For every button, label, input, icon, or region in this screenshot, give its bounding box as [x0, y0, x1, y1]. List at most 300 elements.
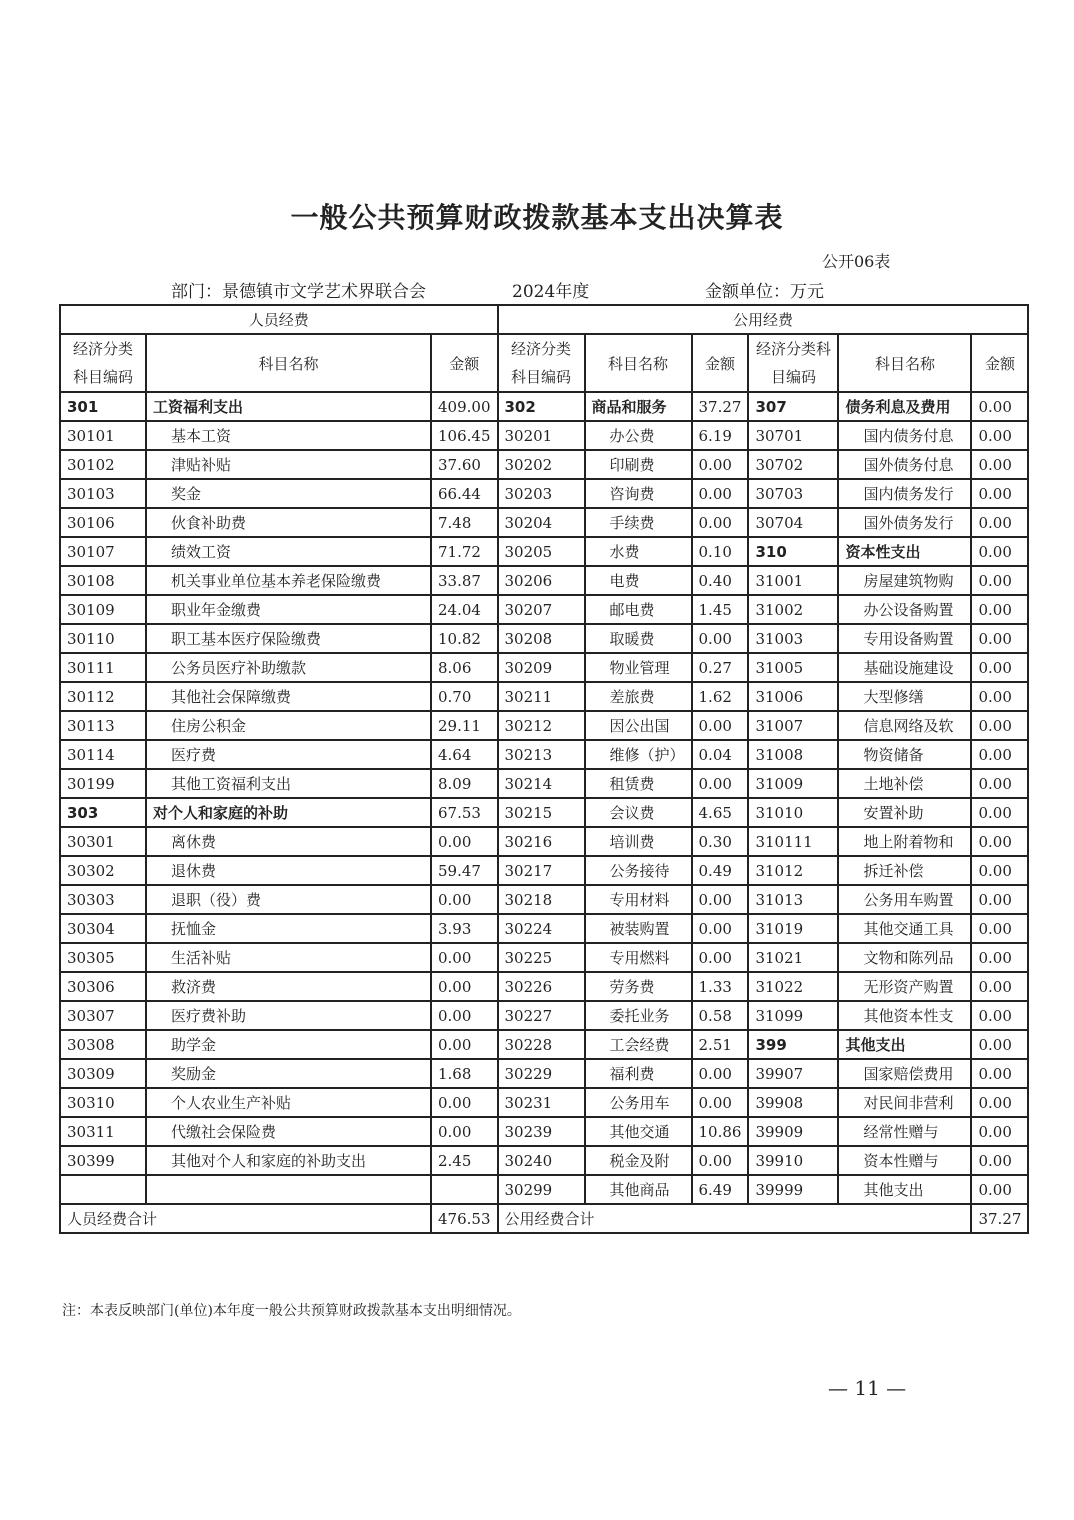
- name-cell: 其他工资福利支出: [146, 769, 431, 798]
- page-number: — 11 —: [828, 1376, 907, 1400]
- amount-cell: 1.62: [692, 682, 749, 711]
- name-cell: 退职（役）费: [146, 885, 431, 914]
- name-cell: 印刷费: [585, 450, 692, 479]
- code-cell: 31013: [748, 885, 838, 914]
- code-cell: 30207: [498, 595, 585, 624]
- amount-cell: 2.45: [431, 1146, 498, 1175]
- department: 部门：景德镇市文学艺术界联合会: [171, 282, 426, 302]
- name-cell: 取暖费: [585, 624, 692, 653]
- table-row: [60, 943, 1028, 972]
- personnel-header: 人员经费: [60, 305, 498, 334]
- amount-cell: 0.00: [971, 479, 1028, 508]
- amount-header: 金额: [971, 334, 1028, 392]
- name-cell: 拆迁补偿: [838, 856, 971, 885]
- name-header: 科目名称: [838, 334, 971, 392]
- amount-cell: 0.00: [971, 1030, 1028, 1059]
- amount-cell: 0.00: [971, 1059, 1028, 1088]
- amount-cell: 33.87: [431, 566, 498, 595]
- name-cell: 其他支出: [838, 1030, 971, 1059]
- amount-cell: 0.00: [971, 885, 1028, 914]
- amount-cell: 10.82: [431, 624, 498, 653]
- amount-cell: [431, 1175, 498, 1204]
- table-row: [60, 682, 1028, 711]
- footnote: 注：本表反映部门(单位)本年度一般公共预算财政拨款基本支出明细情况。: [62, 1303, 521, 1319]
- amount-cell: 0.00: [692, 943, 749, 972]
- code-cell: 30240: [498, 1146, 585, 1175]
- amount-cell: 0.04: [692, 740, 749, 769]
- code-cell: 30703: [748, 479, 838, 508]
- name-cell: 资本性支出: [838, 537, 971, 566]
- name-cell: 公务用车: [585, 1088, 692, 1117]
- amount-cell: 0.00: [971, 1088, 1028, 1117]
- amount-cell: 0.00: [431, 827, 498, 856]
- name-cell: 职业年金缴费: [146, 595, 431, 624]
- code-cell: 30217: [498, 856, 585, 885]
- code-cell: 30702: [748, 450, 838, 479]
- amount-cell: 0.10: [692, 537, 749, 566]
- name-cell: 水费: [585, 537, 692, 566]
- name-cell: 维修（护）: [585, 740, 692, 769]
- amount-cell: 37.60: [431, 450, 498, 479]
- code-cell: 30209: [498, 653, 585, 682]
- code-cell: 303: [60, 798, 146, 827]
- name-cell: 基础设施建设: [838, 653, 971, 682]
- code-cell: 30229: [498, 1059, 585, 1088]
- name-cell: 劳务费: [585, 972, 692, 1001]
- name-cell: 住房公积金: [146, 711, 431, 740]
- code-cell: 31009: [748, 769, 838, 798]
- name-cell: 其他对个人和家庭的补助支出: [146, 1146, 431, 1175]
- code-cell: 30109: [60, 595, 146, 624]
- name-cell: 委托业务: [585, 1001, 692, 1030]
- code-cell: 31002: [748, 595, 838, 624]
- name-cell: 其他资本性支: [838, 1001, 971, 1030]
- name-cell: 大型修缮: [838, 682, 971, 711]
- name-cell: 专用设备购置: [838, 624, 971, 653]
- amount-header: 金额: [431, 334, 498, 392]
- code-cell: 30102: [60, 450, 146, 479]
- amount-cell: 71.72: [431, 537, 498, 566]
- amount-cell: 4.64: [431, 740, 498, 769]
- code-cell: 31005: [748, 653, 838, 682]
- name-cell: 代缴社会保险费: [146, 1117, 431, 1146]
- table-row: [60, 711, 1028, 740]
- code-cell: 30239: [498, 1117, 585, 1146]
- amount-cell: 0.00: [971, 421, 1028, 450]
- year: 2024年度: [512, 282, 590, 302]
- table-row: [60, 479, 1028, 508]
- amount-cell: 0.58: [692, 1001, 749, 1030]
- name-cell: 办公设备购置: [838, 595, 971, 624]
- name-cell: 文物和陈列品: [838, 943, 971, 972]
- code-cell: [60, 1175, 146, 1204]
- name-cell: 抚恤金: [146, 914, 431, 943]
- amount-cell: 1.45: [692, 595, 749, 624]
- name-header: 科目名称: [585, 334, 692, 392]
- amount-cell: 0.00: [971, 711, 1028, 740]
- name-cell: 债务利息及费用: [838, 392, 971, 421]
- public-total-value: 37.27: [971, 1204, 1028, 1233]
- table-row: [60, 653, 1028, 682]
- name-cell: 商品和服务: [585, 392, 692, 421]
- name-cell: 信息网络及软: [838, 711, 971, 740]
- name-cell: 国内债务付息: [838, 421, 971, 450]
- unit: 金额单位：万元: [705, 282, 824, 302]
- name-cell: 无形资产购置: [838, 972, 971, 1001]
- amount-cell: 8.06: [431, 653, 498, 682]
- public-total-label: 公用经费合计: [498, 1204, 972, 1233]
- name-cell: 邮电费: [585, 595, 692, 624]
- name-cell: 离休费: [146, 827, 431, 856]
- name-cell: 专用燃料: [585, 943, 692, 972]
- code-cell: 39908: [748, 1088, 838, 1117]
- code-cell: 30307: [60, 1001, 146, 1030]
- table-row: [60, 1175, 1028, 1204]
- code-cell: 30110: [60, 624, 146, 653]
- code-cell: 31019: [748, 914, 838, 943]
- public-header: 公用经费: [498, 305, 1029, 334]
- code-cell: 30213: [498, 740, 585, 769]
- code-cell: 30114: [60, 740, 146, 769]
- code-cell: 310111: [748, 827, 838, 856]
- code-cell: 30704: [748, 508, 838, 537]
- code-header: 经济分类科目编码: [60, 334, 146, 392]
- code-cell: 31007: [748, 711, 838, 740]
- amount-cell: 0.00: [431, 943, 498, 972]
- name-cell: 公务员医疗补助缴款: [146, 653, 431, 682]
- name-cell: 安置补助: [838, 798, 971, 827]
- table-row: [60, 885, 1028, 914]
- name-cell: 会议费: [585, 798, 692, 827]
- name-cell: 土地补偿: [838, 769, 971, 798]
- amount-cell: 3.93: [431, 914, 498, 943]
- code-cell: 30215: [498, 798, 585, 827]
- amount-cell: 409.00: [431, 392, 498, 421]
- code-cell: 30302: [60, 856, 146, 885]
- name-cell: [146, 1175, 431, 1204]
- name-cell: 办公费: [585, 421, 692, 450]
- amount-cell: 0.00: [971, 653, 1028, 682]
- amount-cell: 0.00: [431, 1030, 498, 1059]
- amount-cell: 7.48: [431, 508, 498, 537]
- name-cell: 机关事业单位基本养老保险缴费: [146, 566, 431, 595]
- amount-cell: 6.19: [692, 421, 749, 450]
- code-cell: 30218: [498, 885, 585, 914]
- amount-cell: 0.00: [692, 1146, 749, 1175]
- code-cell: 31012: [748, 856, 838, 885]
- name-cell: 职工基本医疗保险缴费: [146, 624, 431, 653]
- amount-cell: 0.00: [431, 1001, 498, 1030]
- code-cell: 30208: [498, 624, 585, 653]
- code-cell: 30306: [60, 972, 146, 1001]
- name-cell: 其他支出: [838, 1175, 971, 1204]
- code-cell: 30301: [60, 827, 146, 856]
- amount-cell: 0.00: [692, 769, 749, 798]
- code-cell: 30304: [60, 914, 146, 943]
- amount-cell: 0.00: [971, 595, 1028, 624]
- amount-cell: 0.00: [692, 479, 749, 508]
- amount-cell: 0.30: [692, 827, 749, 856]
- amount-cell: 0.00: [692, 1059, 749, 1088]
- code-cell: 30399: [60, 1146, 146, 1175]
- amount-cell: 0.00: [971, 798, 1028, 827]
- code-cell: 399: [748, 1030, 838, 1059]
- code-cell: 30111: [60, 653, 146, 682]
- name-cell: 租赁费: [585, 769, 692, 798]
- name-cell: 工资福利支出: [146, 392, 431, 421]
- code-cell: 31001: [748, 566, 838, 595]
- code-cell: 39907: [748, 1059, 838, 1088]
- table-row: [60, 537, 1028, 566]
- code-cell: 30112: [60, 682, 146, 711]
- name-cell: 物业管理: [585, 653, 692, 682]
- name-cell: 津贴补贴: [146, 450, 431, 479]
- amount-cell: 0.40: [692, 566, 749, 595]
- name-cell: 工会经费: [585, 1030, 692, 1059]
- code-cell: 30106: [60, 508, 146, 537]
- amount-cell: 0.00: [692, 508, 749, 537]
- name-cell: 医疗费补助: [146, 1001, 431, 1030]
- code-cell: 30113: [60, 711, 146, 740]
- amount-cell: 4.65: [692, 798, 749, 827]
- code-cell: 30212: [498, 711, 585, 740]
- table-row: [60, 914, 1028, 943]
- amount-cell: 0.00: [692, 450, 749, 479]
- code-cell: 39909: [748, 1117, 838, 1146]
- name-cell: 助学金: [146, 1030, 431, 1059]
- amount-header: 金额: [692, 334, 749, 392]
- code-cell: 30205: [498, 537, 585, 566]
- table-row: [60, 1001, 1028, 1030]
- code-cell: 30225: [498, 943, 585, 972]
- code-cell: 30202: [498, 450, 585, 479]
- code-cell: 30299: [498, 1175, 585, 1204]
- name-cell: 公务接待: [585, 856, 692, 885]
- amount-cell: 29.11: [431, 711, 498, 740]
- code-cell: 31003: [748, 624, 838, 653]
- name-cell: 奖金: [146, 479, 431, 508]
- table-row: [60, 392, 1028, 421]
- name-cell: 生活补贴: [146, 943, 431, 972]
- expenditure-table: [59, 304, 1029, 1234]
- code-cell: 31010: [748, 798, 838, 827]
- table-row: [60, 1030, 1028, 1059]
- name-cell: 其他交通工具: [838, 914, 971, 943]
- amount-cell: 106.45: [431, 421, 498, 450]
- table-row: [60, 856, 1028, 885]
- table-row: [60, 769, 1028, 798]
- code-cell: 310: [748, 537, 838, 566]
- code-cell: 30226: [498, 972, 585, 1001]
- code-cell: 30203: [498, 479, 585, 508]
- name-cell: 其他社会保障缴费: [146, 682, 431, 711]
- amount-cell: 0.00: [692, 914, 749, 943]
- amount-cell: 0.00: [971, 740, 1028, 769]
- amount-cell: 0.00: [431, 885, 498, 914]
- code-cell: 30101: [60, 421, 146, 450]
- name-header: 科目名称: [146, 334, 431, 392]
- amount-cell: 8.09: [431, 769, 498, 798]
- code-cell: 30231: [498, 1088, 585, 1117]
- name-cell: 救济费: [146, 972, 431, 1001]
- code-cell: 30206: [498, 566, 585, 595]
- amount-cell: 0.00: [971, 856, 1028, 885]
- name-cell: 房屋建筑物购: [838, 566, 971, 595]
- amount-cell: 0.00: [971, 972, 1028, 1001]
- code-cell: 30201: [498, 421, 585, 450]
- table-row: [60, 972, 1028, 1001]
- name-cell: 奖励金: [146, 1059, 431, 1088]
- code-cell: 30204: [498, 508, 585, 537]
- code-cell: 31006: [748, 682, 838, 711]
- name-cell: 福利费: [585, 1059, 692, 1088]
- amount-cell: 0.70: [431, 682, 498, 711]
- page-title: 一般公共预算财政拨款基本支出决算表: [290, 201, 784, 234]
- code-cell: 30216: [498, 827, 585, 856]
- code-cell: 30308: [60, 1030, 146, 1059]
- table-row: [60, 798, 1028, 827]
- table-row: [60, 1117, 1028, 1146]
- name-cell: 对民间非营利: [838, 1088, 971, 1117]
- code-header: 经济分类科目编码: [498, 334, 585, 392]
- amount-cell: 0.00: [431, 1088, 498, 1117]
- amount-cell: 0.00: [431, 972, 498, 1001]
- amount-cell: 0.00: [692, 624, 749, 653]
- amount-cell: 0.27: [692, 653, 749, 682]
- table-number: 公开06表: [822, 252, 891, 271]
- amount-cell: 0.00: [971, 537, 1028, 566]
- name-cell: 被装购置: [585, 914, 692, 943]
- code-header: 经济分类科目编码: [748, 334, 838, 392]
- code-cell: 31008: [748, 740, 838, 769]
- name-cell: 退休费: [146, 856, 431, 885]
- code-cell: 39999: [748, 1175, 838, 1204]
- code-cell: 30305: [60, 943, 146, 972]
- name-cell: 地上附着物和: [838, 827, 971, 856]
- name-cell: 其他商品: [585, 1175, 692, 1204]
- code-cell: 30701: [748, 421, 838, 450]
- name-cell: 绩效工资: [146, 537, 431, 566]
- code-cell: 30108: [60, 566, 146, 595]
- name-cell: 差旅费: [585, 682, 692, 711]
- name-cell: 培训费: [585, 827, 692, 856]
- amount-cell: 0.00: [971, 1001, 1028, 1030]
- name-cell: 物资储备: [838, 740, 971, 769]
- table-row: [60, 1088, 1028, 1117]
- code-cell: 30311: [60, 1117, 146, 1146]
- name-cell: 对个人和家庭的补助: [146, 798, 431, 827]
- code-cell: 31021: [748, 943, 838, 972]
- amount-cell: 0.00: [971, 508, 1028, 537]
- table-row: [60, 740, 1028, 769]
- name-cell: 咨询费: [585, 479, 692, 508]
- name-cell: 公务用车购置: [838, 885, 971, 914]
- amount-cell: 0.00: [431, 1117, 498, 1146]
- amount-cell: 0.00: [971, 1175, 1028, 1204]
- name-cell: 电费: [585, 566, 692, 595]
- table-row: [60, 827, 1028, 856]
- amount-cell: 10.86: [692, 1117, 749, 1146]
- code-cell: 302: [498, 392, 585, 421]
- code-cell: 30228: [498, 1030, 585, 1059]
- code-cell: 301: [60, 392, 146, 421]
- amount-cell: 24.04: [431, 595, 498, 624]
- amount-cell: 0.00: [971, 827, 1028, 856]
- table-row: [60, 1146, 1028, 1175]
- amount-cell: 0.00: [971, 769, 1028, 798]
- amount-cell: 0.00: [971, 566, 1028, 595]
- name-cell: 因公出国: [585, 711, 692, 740]
- amount-cell: 0.49: [692, 856, 749, 885]
- name-cell: 国家赔偿费用: [838, 1059, 971, 1088]
- amount-cell: 1.33: [692, 972, 749, 1001]
- amount-cell: 67.53: [431, 798, 498, 827]
- amount-cell: 37.27: [692, 392, 749, 421]
- code-cell: 30211: [498, 682, 585, 711]
- name-cell: 医疗费: [146, 740, 431, 769]
- personnel-total-label: 人员经费合计: [60, 1204, 431, 1233]
- table-row: [60, 508, 1028, 537]
- name-cell: 国内债务发行: [838, 479, 971, 508]
- amount-cell: 1.68: [431, 1059, 498, 1088]
- code-cell: 30310: [60, 1088, 146, 1117]
- table-row: [60, 421, 1028, 450]
- name-cell: 国外债务发行: [838, 508, 971, 537]
- code-cell: 30309: [60, 1059, 146, 1088]
- code-cell: 31022: [748, 972, 838, 1001]
- code-cell: 307: [748, 392, 838, 421]
- code-cell: 39910: [748, 1146, 838, 1175]
- code-cell: 30224: [498, 914, 585, 943]
- name-cell: 伙食补助费: [146, 508, 431, 537]
- amount-cell: 0.00: [971, 1146, 1028, 1175]
- amount-cell: 0.00: [971, 1117, 1028, 1146]
- table-row: [60, 1059, 1028, 1088]
- amount-cell: 0.00: [971, 682, 1028, 711]
- amount-cell: 0.00: [692, 1088, 749, 1117]
- name-cell: 税金及附: [585, 1146, 692, 1175]
- amount-cell: 66.44: [431, 479, 498, 508]
- amount-cell: 59.47: [431, 856, 498, 885]
- name-cell: 国外债务付息: [838, 450, 971, 479]
- amount-cell: 0.00: [692, 711, 749, 740]
- name-cell: 经常性赠与: [838, 1117, 971, 1146]
- name-cell: 其他交通: [585, 1117, 692, 1146]
- code-cell: 30303: [60, 885, 146, 914]
- amount-cell: 0.00: [971, 450, 1028, 479]
- amount-cell: 0.00: [971, 943, 1028, 972]
- code-cell: 31099: [748, 1001, 838, 1030]
- table-row: [60, 450, 1028, 479]
- table-row: [60, 595, 1028, 624]
- code-cell: 30107: [60, 537, 146, 566]
- amount-cell: 0.00: [971, 914, 1028, 943]
- name-cell: 个人农业生产补贴: [146, 1088, 431, 1117]
- code-cell: 30103: [60, 479, 146, 508]
- code-cell: 30214: [498, 769, 585, 798]
- personnel-total-value: 476.53: [431, 1204, 498, 1233]
- amount-cell: 0.00: [692, 885, 749, 914]
- code-cell: 30199: [60, 769, 146, 798]
- table-row: [60, 566, 1028, 595]
- name-cell: 专用材料: [585, 885, 692, 914]
- amount-cell: 6.49: [692, 1175, 749, 1204]
- amount-cell: 0.00: [971, 624, 1028, 653]
- amount-cell: 0.00: [971, 392, 1028, 421]
- name-cell: 手续费: [585, 508, 692, 537]
- name-cell: 基本工资: [146, 421, 431, 450]
- amount-cell: 2.51: [692, 1030, 749, 1059]
